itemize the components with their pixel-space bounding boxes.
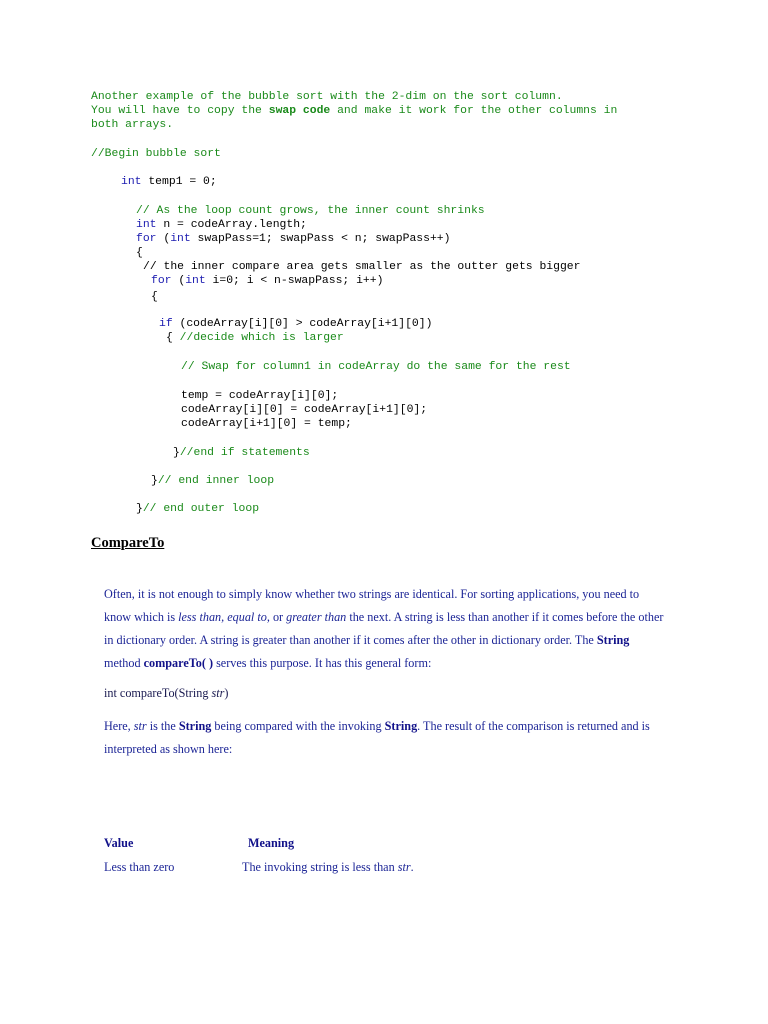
text: ) xyxy=(224,686,229,700)
code-line-temp1 xyxy=(121,175,217,189)
table-cell-meaning xyxy=(242,860,414,875)
keyword: int xyxy=(170,233,191,245)
text: int compareTo(String xyxy=(104,686,212,700)
code-text: { xyxy=(166,332,180,344)
code-text: } xyxy=(136,503,143,515)
code-end-outer xyxy=(136,502,259,516)
code-line-n xyxy=(136,218,307,232)
keyword: for xyxy=(136,233,157,245)
code-swap-1: temp = codeArray[i][0]; xyxy=(181,390,339,402)
intro-bold-swap-code: swap code xyxy=(268,105,331,117)
bold-text: String xyxy=(384,719,418,733)
section-heading: CompareTo xyxy=(91,535,165,551)
code-line-decide xyxy=(166,331,344,345)
text: The invoking string is less than xyxy=(242,860,398,874)
text: being compared with the invoking xyxy=(211,719,385,733)
code-brace-open-2: { xyxy=(151,291,158,303)
code-brace-open-1: { xyxy=(136,247,143,259)
text: . xyxy=(410,860,414,874)
italic-text: greater than xyxy=(286,610,347,624)
paragraph-intro xyxy=(104,583,664,675)
code-line-for-outer xyxy=(136,232,450,246)
keyword: int xyxy=(185,275,206,287)
intro-text: You will have to copy the xyxy=(91,105,269,117)
intro-line-2 xyxy=(91,104,617,118)
code-swap-2: codeArray[i][0] = codeArray[i+1][0]; xyxy=(181,404,428,416)
code-begin-comment: //Begin bubble sort xyxy=(91,148,221,160)
text: or xyxy=(269,610,287,624)
code-text: n = codeArray.length; xyxy=(156,219,307,231)
code-text: ( xyxy=(156,233,171,245)
general-form xyxy=(104,682,664,705)
code-line-for-inner xyxy=(151,274,383,288)
table-header-value: Value xyxy=(104,836,134,850)
keyword: int xyxy=(136,219,157,231)
code-comment: // end inner loop xyxy=(157,475,275,487)
table-cell-value: Less than zero xyxy=(104,860,175,874)
italic-text: less than, equal to, xyxy=(178,610,270,624)
italic-text: str xyxy=(397,860,411,874)
code-text: i=0; i < n-swapPass; i++) xyxy=(205,275,384,287)
code-swap-3: codeArray[i+1][0] = temp; xyxy=(181,418,352,430)
code-comment: //end if statements xyxy=(179,447,310,459)
code-comment-inner: // the inner compare area gets smaller as the outter gets bigger xyxy=(143,261,581,273)
intro-line-1: Another example of the bubble sort with the 2-dim on the sort column. xyxy=(91,91,563,103)
code-line-if xyxy=(159,317,432,331)
code-comment-loop: // As the loop count grows, the inner count shrinks xyxy=(136,205,485,217)
code-comment: //decide which is larger xyxy=(179,332,344,344)
code-end-if xyxy=(173,446,310,460)
intro-text: and make it work for the other columns in xyxy=(330,105,618,117)
text: Here, xyxy=(104,719,134,733)
code-text: } xyxy=(173,447,180,459)
code-text: swapPass=1; swapPass < n; swapPass++) xyxy=(190,233,451,245)
keyword: if xyxy=(159,318,173,330)
italic-text: str xyxy=(133,719,147,733)
code-text: } xyxy=(151,475,158,487)
text: the next. A string is less than another if it comes before the other in dictionary order. A string is greater than another if it comes after the other in dictionary order. The xyxy=(104,610,664,647)
code-comment: // end outer loop xyxy=(142,503,260,515)
text: is the xyxy=(146,719,179,733)
code-text: ( xyxy=(171,275,186,287)
text: . The result of the comparison is returned and is interpreted as shown here: xyxy=(104,719,650,756)
bold-text: String xyxy=(596,633,630,647)
italic-text: str xyxy=(211,686,225,700)
table-header-meaning: Meaning xyxy=(248,836,295,850)
text: method xyxy=(104,656,144,670)
code-end-inner xyxy=(151,474,274,488)
code-comment-swap: // Swap for column1 in codeArray do the same for the rest xyxy=(181,361,571,373)
bold-text: String xyxy=(178,719,212,733)
keyword: int xyxy=(121,176,142,188)
text: Often, it is not enough to simply know whether two strings are identical. For sorting applications, you need to know which is xyxy=(104,587,640,624)
code-text: temp1 = 0; xyxy=(141,176,217,188)
text: serves this purpose. It has this general form: xyxy=(213,656,432,670)
intro-line-3: both arrays. xyxy=(91,119,174,131)
keyword: for xyxy=(151,275,172,287)
bold-text: compareTo( ) xyxy=(143,656,214,670)
paragraph-result xyxy=(104,715,664,761)
code-text: (codeArray[i][0] > codeArray[i+1][0]) xyxy=(172,318,433,330)
